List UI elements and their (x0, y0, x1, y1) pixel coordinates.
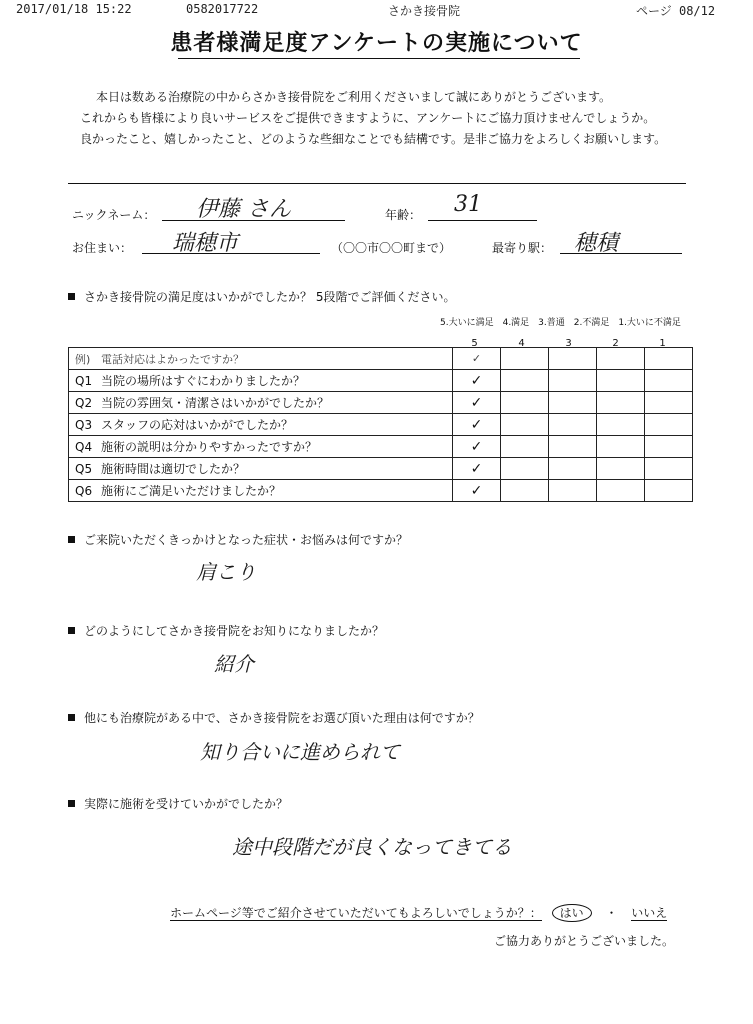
question-cell (69, 414, 453, 436)
rating-cell-1[interactable] (645, 370, 693, 392)
age-value: 31 (454, 192, 482, 217)
check-mark-icon: ✓ (470, 372, 483, 389)
fax-clinic: さかき接骨院 (388, 4, 461, 18)
rating-cell-4[interactable] (501, 370, 549, 392)
age-label: 年齢： (385, 208, 422, 222)
column-3: 3 (565, 338, 572, 349)
question-row (69, 392, 693, 414)
question-id: Q5 (75, 462, 93, 476)
rating-cell-3[interactable] (549, 392, 597, 414)
column-5: 5 (471, 338, 478, 349)
page-title: 患者様満足度アンケートの実施について (170, 31, 583, 56)
question-cell (69, 370, 453, 392)
rating-cell-2[interactable] (597, 348, 645, 370)
check-mark-icon: ✓ (470, 482, 483, 499)
rating-cell-5[interactable] (453, 414, 501, 436)
rating-cell-2[interactable] (597, 370, 645, 392)
scale-header: 5.大いに満足 4.満足 3.普通 2.不満足 1.大いに不満足 (440, 318, 681, 328)
rating-cell-5[interactable] (453, 392, 501, 414)
question-text: 当院の雰囲気・清潔さはいかがでしたか？ (101, 396, 330, 410)
consent-question: ホームページ等でご紹介させていただいてもよろしいでしょうか？： (170, 906, 542, 920)
station-line (560, 253, 682, 254)
question-symptoms: ご来院いただくきっかけとなった症状・お悩みは何ですか？ (68, 531, 408, 548)
rating-cell-4[interactable] (501, 436, 549, 458)
check-mark-icon: ✓ (470, 438, 483, 455)
question-id: Q3 (75, 418, 93, 432)
rating-cell-1[interactable] (645, 480, 693, 502)
consent-row (170, 904, 667, 921)
check-mark-icon: ✓ (470, 394, 483, 411)
rating-cell-4[interactable] (501, 348, 549, 370)
question-cell (69, 480, 453, 502)
nickname-value: 伊藤 さん (196, 197, 291, 222)
rating-cell-4[interactable] (501, 458, 549, 480)
question-text: 施術時間は適切でしたか？ (101, 462, 246, 476)
rating-cell-1[interactable] (645, 392, 693, 414)
intro-line-1: 本日は数ある治療院の中からさかき接骨院をご利用くださいまして誠にありがとうございます。 (96, 90, 612, 104)
answer-impression: 途中段階だが良くなってきてる (232, 835, 512, 859)
square-bullet-icon (68, 714, 75, 721)
nickname-line (162, 220, 345, 221)
question-id: Q4 (75, 440, 93, 454)
question-cell (69, 458, 453, 480)
rating-cell-3[interactable] (549, 348, 597, 370)
question-cell (69, 392, 453, 414)
rating-cell-1[interactable] (645, 458, 693, 480)
consent-yes[interactable]: はい (552, 904, 592, 922)
square-bullet-icon (68, 536, 75, 543)
question-impression: 実際に施術を受けていかがでしたか？ (68, 795, 288, 812)
rating-cell-3[interactable] (549, 458, 597, 480)
example-row (69, 348, 693, 370)
question-id: Q6 (75, 484, 93, 498)
address-label: お住まい： (72, 241, 133, 255)
question-text: 施術にご満足いただけましたか？ (101, 484, 282, 498)
rating-cell-1[interactable] (645, 436, 693, 458)
rating-cell-4[interactable] (501, 414, 549, 436)
rating-cell-3[interactable] (549, 480, 597, 502)
rating-cell-3[interactable] (549, 436, 597, 458)
square-bullet-icon (68, 800, 75, 807)
age-line (428, 220, 537, 221)
question-row (69, 436, 693, 458)
question-cell (69, 348, 453, 370)
rating-cell-5[interactable] (453, 348, 501, 370)
rating-cell-5[interactable] (453, 480, 501, 502)
rating-cell-5[interactable] (453, 458, 501, 480)
rating-cell-3[interactable] (549, 370, 597, 392)
nickname-label: ニックネーム： (72, 208, 156, 222)
question-id: Q1 (75, 374, 93, 388)
answer-reason: 知り合いに進められて (200, 740, 400, 764)
question-cell (69, 436, 453, 458)
question-text: 当院の場所はすぐにわかりましたか？ (101, 374, 306, 388)
question-row (69, 414, 693, 436)
question-id: 例) (75, 352, 91, 366)
address-value: 瑞穂市 (172, 231, 239, 256)
fax-page: ページ 08/12 (636, 4, 716, 18)
answer-symptoms: 肩こり (196, 560, 256, 584)
title-underline (178, 58, 580, 59)
question-text: 施術の説明は分かりやすかったですか？ (101, 440, 318, 454)
address-hint: （〇〇市〇〇町まで） (331, 241, 452, 255)
question-row (69, 370, 693, 392)
intro-line-3: 良かったこと、嬉しかったこと、どのような些細なことでも結構です。是非ご協力をよろしくお願いします。 (80, 132, 667, 146)
question-reason: 他にも治療院がある中で、さかき接骨院をお選び頂いた理由は何ですか？ (68, 709, 480, 726)
satisfaction-table (68, 347, 693, 502)
answer-discovery: 紹介 (214, 652, 254, 676)
rating-cell-2[interactable] (597, 458, 645, 480)
check-mark-icon: ✓ (470, 460, 483, 477)
station-value: 穂積 (574, 231, 619, 256)
intro-line-2: これからも皆様により良いサービスをご提供できますように、アンケートにご協力頂けませんでしょうか。 (80, 111, 656, 125)
rating-cell-4[interactable] (501, 392, 549, 414)
square-bullet-icon (68, 293, 75, 300)
rating-cell-2[interactable] (597, 392, 645, 414)
question-discovery: どのようにしてさかき接骨院をお知りになりましたか？ (68, 622, 384, 639)
question-text: 電話対応はよかったですか？ (101, 352, 244, 366)
rating-cell-2[interactable] (597, 414, 645, 436)
question-id: Q2 (75, 396, 93, 410)
rating-cell-1[interactable] (645, 348, 693, 370)
rating-cell-2[interactable] (597, 436, 645, 458)
rating-cell-1[interactable] (645, 414, 693, 436)
question-text: スタッフの応対はいかがでしたか？ (101, 418, 294, 432)
rating-cell-5[interactable] (453, 370, 501, 392)
rating-cell-3[interactable] (549, 414, 597, 436)
rating-cell-4[interactable] (501, 480, 549, 502)
square-bullet-icon (68, 627, 75, 634)
check-mark-icon: ✓ (471, 352, 482, 365)
column-2: 2 (612, 338, 619, 349)
rating-cell-2[interactable] (597, 480, 645, 502)
station-label: 最寄り駅： (492, 241, 553, 255)
rating-cell-5[interactable] (453, 436, 501, 458)
fax-phone: 0582017722 (186, 2, 259, 16)
column-4: 4 (518, 338, 525, 349)
satisfaction-heading: さかき接骨院の満足度はいかがでしたか？ 5段階でご評価ください。 (68, 288, 455, 305)
divider (68, 183, 686, 184)
thanks-text: ご協力ありがとうございました。 (494, 934, 675, 948)
question-row (69, 480, 693, 502)
check-mark-icon: ✓ (470, 416, 483, 433)
consent-no[interactable]: いいえ (631, 906, 668, 920)
fax-datetime: 2017/01/18 15:22 (16, 2, 132, 16)
column-1: 1 (659, 338, 666, 349)
question-row (69, 458, 693, 480)
consent-separator: ・ (605, 906, 618, 920)
address-line (142, 253, 320, 254)
